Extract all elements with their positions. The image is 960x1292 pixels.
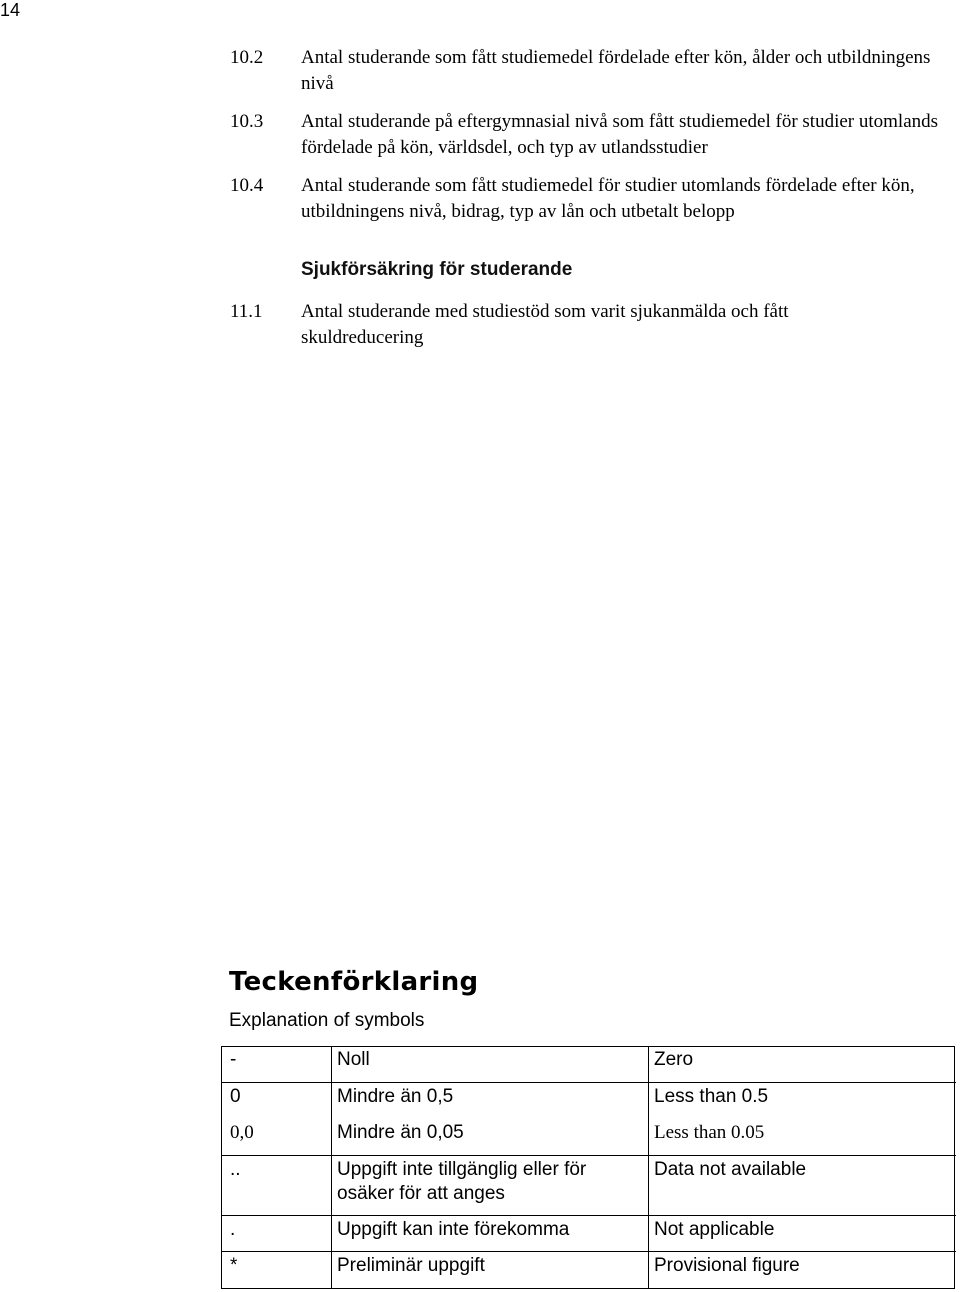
- legend-table: [221, 1046, 955, 1289]
- symbol-cell: 0,0: [230, 1122, 254, 1143]
- english-cell: Zero: [654, 1049, 694, 1070]
- entry-number: 10.3: [230, 111, 264, 132]
- swedish-cell: Uppgift inte tillgänglig eller för osäker för att anges: [337, 1159, 587, 1204]
- list-item: [230, 299, 950, 351]
- page-number: 14: [0, 0, 21, 20]
- symbol-cell: -: [230, 1049, 237, 1070]
- entry-number: 10.2: [230, 47, 264, 68]
- english-cell: Data not available: [654, 1159, 807, 1180]
- entry-text: Antal studerande på eftergymnasial nivå som fått studiemedel för studier utomlands fördelade på kön, världsdel, och typ av utlandsstudier: [301, 111, 939, 158]
- english-cell: Less than 0.5: [654, 1086, 769, 1107]
- entry-text: Antal studerande som fått studiemedel fördelade efter kön, ålder och utbildningens nivå: [301, 47, 931, 94]
- swedish-cell: Uppgift kan inte förekomma: [337, 1219, 570, 1240]
- row-divider: [222, 1155, 956, 1156]
- symbol-cell: .: [230, 1219, 236, 1240]
- english-cell: Less than 0.05: [654, 1122, 765, 1143]
- list-item: [230, 45, 950, 97]
- symbol-cell: ..: [230, 1159, 241, 1180]
- row-divider: [222, 1251, 956, 1252]
- entry-text: Antal studerande med studiestöd som varit sjukanmälda och fått skuldreducering: [301, 301, 789, 348]
- swedish-cell: Noll: [337, 1049, 370, 1070]
- english-cell: Provisional figure: [654, 1255, 800, 1276]
- english-cell: Not applicable: [654, 1219, 775, 1240]
- entry-number: 11.1: [230, 301, 263, 322]
- section-heading: Sjukförsäkring för studerande: [301, 259, 573, 280]
- swedish-cell: Mindre än 0,5: [337, 1086, 454, 1107]
- swedish-cell: Mindre än 0,05: [337, 1122, 464, 1143]
- symbol-cell: 0: [230, 1086, 241, 1107]
- swedish-cell: Preliminär uppgift: [337, 1255, 485, 1276]
- list-item: [230, 173, 950, 225]
- symbol-cell: *: [230, 1255, 238, 1276]
- legend-title: Teckenförklaring: [229, 967, 479, 997]
- row-divider: [222, 1082, 956, 1083]
- entry-number: 10.4: [230, 175, 264, 196]
- list-item: [230, 109, 950, 161]
- legend-subtitle: Explanation of symbols: [229, 1010, 425, 1031]
- entry-text: Antal studerande som fått studiemedel för studier utomlands fördelade efter kön, utbildningens nivå, bidrag, typ av lån och utbetalt belopp: [301, 175, 915, 222]
- row-divider: [222, 1215, 956, 1216]
